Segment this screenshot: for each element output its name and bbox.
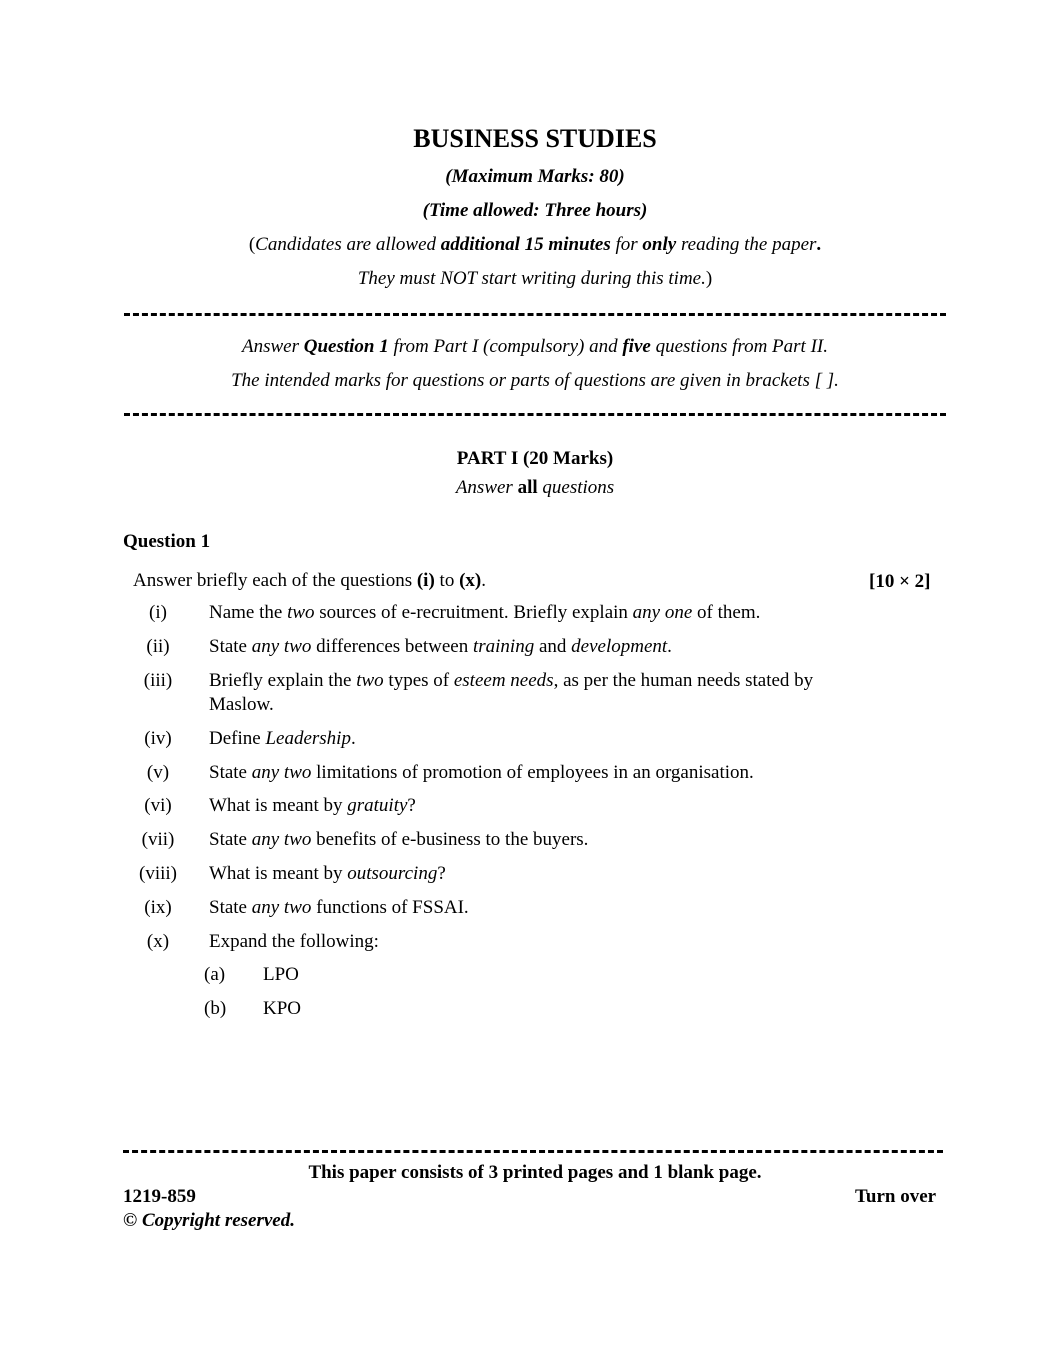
item-text [209,794,849,818]
body-text: Briefly explain the [209,670,357,691]
body-text: What is meant by [209,863,348,884]
reading-time-note: (Candidates are allowed additional 15 minutes for only reading the paper. [248,234,822,255]
divider-footer [123,1150,943,1153]
item-text [209,828,849,852]
body-text: What is meant by [209,795,348,816]
maximum-marks: (Maximum Marks: 80) [445,166,625,187]
instruction-1: Answer Question 1 from Part I (compulsory) and five questions from Part II. [242,336,828,357]
item-text [209,669,849,717]
emphasis-text: any two [251,762,312,783]
page-count-note: This paper consists of 3 printed pages and 1 blank page. [308,1162,762,1183]
divider-middle [124,413,946,416]
instruction-2: The intended marks for questions or parts of questions are given in brackets [ ]. [231,370,839,391]
turn-over-label: Turn over [855,1186,937,1207]
emphasis-text: training [472,636,535,657]
body-text: benefits of e-business to the buyers. [311,829,589,850]
paper-title: BUSINESS STUDIES [413,124,657,153]
emphasis-text: esteem needs [453,670,554,691]
body-text: limitations of promotion of employees in an organisation. [311,762,754,783]
part-heading: PART I (20 Marks) [456,448,614,469]
body-text: , as per the human needs stated by Maslow. [209,670,814,715]
item-number: (i) [149,602,167,623]
body-text: State [209,762,252,783]
emphasis-text: any one [632,602,693,623]
body-text: types of [383,670,454,691]
body-text: differences between [311,636,473,657]
body-text: and [534,636,572,657]
body-text: ? [437,863,446,884]
item-number: (vi) [144,795,172,816]
sub-item-label: (a) [204,964,226,985]
item-number: (ii) [146,636,170,657]
emphasis-text: any two [251,636,312,657]
body-text: . [350,728,356,749]
item-text [209,930,849,954]
time-allowed: (Time allowed: Three hours) [422,200,648,221]
item-text [209,862,849,886]
item-number: (vii) [141,829,175,850]
body-text: Define [209,728,266,749]
body-text: Expand the following: [209,931,379,952]
item-text [209,601,849,625]
item-number: (ix) [144,897,172,918]
sub-item-label: (b) [204,998,227,1019]
body-text: Name the [209,602,288,623]
no-writing-note: They must NOT start writing during this time.) [357,268,713,289]
body-text: . [667,636,672,657]
question-label: Question 1 [123,531,211,552]
sub-item-text: LPO [263,964,299,985]
item-number: (x) [146,931,170,952]
body-text: State [209,897,252,918]
item-text [209,635,849,659]
emphasis-text: any two [251,897,312,918]
item-number: (v) [146,762,170,783]
item-text [209,896,849,920]
body-text: sources of e-recruitment. Briefly explain [314,602,633,623]
emphasis-text: gratuity [347,795,408,816]
emphasis-text: two [356,670,384,691]
paper-code: 1219-859 [123,1186,196,1207]
question-marks: [10 × 2] [869,571,931,592]
emphasis-text: outsourcing [347,863,438,884]
item-number: (iii) [143,670,173,691]
divider-top [124,313,946,316]
item-number: (iv) [144,728,172,749]
body-text: ? [407,795,416,816]
body-text: functions of FSSAI. [311,897,469,918]
copyright-notice: © Copyright reserved. [123,1210,295,1231]
question-intro: Answer briefly each of the questions (i) to (x). [133,570,486,591]
emphasis-text: two [287,602,315,623]
part-subheading: Answer all questions [455,477,615,498]
emphasis-text: Leadership [265,728,351,749]
emphasis-text: development [571,636,668,657]
body-text: of them. [692,602,761,623]
sub-item-text: KPO [263,998,302,1019]
item-number: (viii) [139,863,177,884]
body-text: State [209,636,252,657]
body-text: State [209,829,252,850]
item-text [209,727,849,751]
emphasis-text: any two [251,829,312,850]
item-text [209,761,849,785]
